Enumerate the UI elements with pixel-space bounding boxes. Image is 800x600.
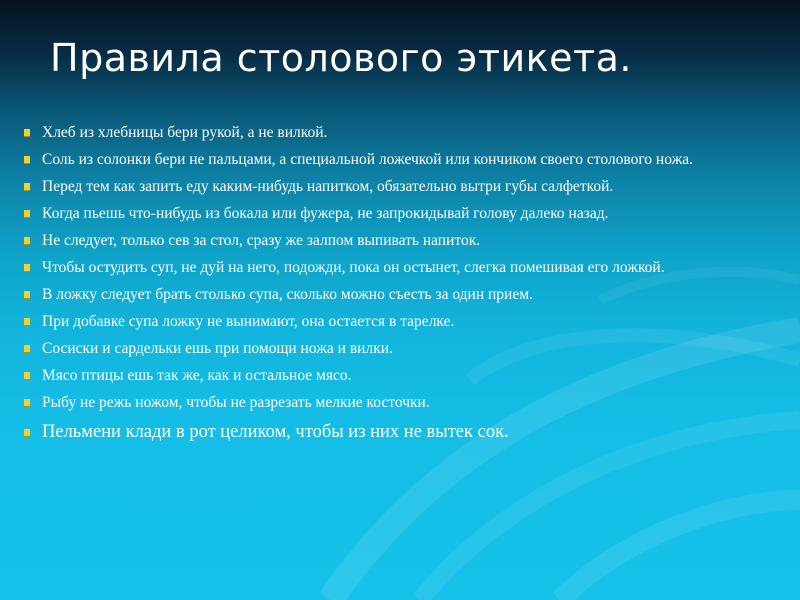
list-item xyxy=(24,363,764,388)
square-bullet-icon xyxy=(24,156,30,164)
rule-text: Чтобы остудить суп, не дуй на него, подожди, пока он остынет, слегка помешивая его ложкой. xyxy=(42,259,665,276)
square-bullet-icon xyxy=(24,237,30,245)
square-bullet-icon xyxy=(24,345,30,353)
square-bullet-icon xyxy=(24,429,30,437)
rule-text: Перед тем как запить еду каким-нибудь напитком, обязательно вытри губы салфеткой. xyxy=(42,178,614,195)
rule-text: Пельмени клади в рот целиком, чтобы из них не вытек сок. xyxy=(42,422,509,442)
list-item xyxy=(24,201,764,226)
square-bullet-icon xyxy=(24,264,30,272)
list-item xyxy=(24,120,764,145)
list-item xyxy=(24,336,764,361)
rule-text: Соль из солонки бери не пальцами, а специальной ложечкой или кончиком своего столового ножа. xyxy=(42,151,694,168)
square-bullet-icon xyxy=(24,129,30,137)
list-item xyxy=(24,309,764,334)
square-bullet-icon xyxy=(24,183,30,191)
slide-title: Правила столового этикета. xyxy=(50,36,632,80)
rule-text: Когда пьешь что-нибудь из бокала или фужера, не запрокидывай голову далеко назад. xyxy=(42,205,609,222)
rule-text: Сосиски и сардельки ешь при помощи ножа и вилки. xyxy=(42,340,393,357)
square-bullet-icon xyxy=(24,318,30,326)
rule-text: Мясо птицы ешь так же, как и остальное мясо. xyxy=(42,367,352,384)
rule-text: В ложку следует брать столько супа, сколько можно съесть за один прием. xyxy=(42,286,533,303)
square-bullet-icon xyxy=(24,210,30,218)
rule-text: Не следует, только сев за стол, сразу же залпом выпивать напиток. xyxy=(42,232,481,249)
rules-list xyxy=(24,120,764,449)
list-item xyxy=(24,228,764,253)
square-bullet-icon xyxy=(24,291,30,299)
list-item xyxy=(24,390,764,415)
rule-text: При добавке супа ложку не вынимают, она остается в тарелке. xyxy=(42,313,455,330)
list-item xyxy=(24,417,764,447)
list-item xyxy=(24,147,764,172)
rule-text: Рыбу не режь ножом, чтобы не разрезать мелкие косточки. xyxy=(42,394,430,411)
list-item xyxy=(24,282,764,307)
list-item xyxy=(24,174,764,199)
square-bullet-icon xyxy=(24,399,30,407)
rule-text: Хлеб из хлебницы бери рукой, а не вилкой. xyxy=(42,124,328,141)
square-bullet-icon xyxy=(24,372,30,380)
list-item xyxy=(24,255,764,280)
